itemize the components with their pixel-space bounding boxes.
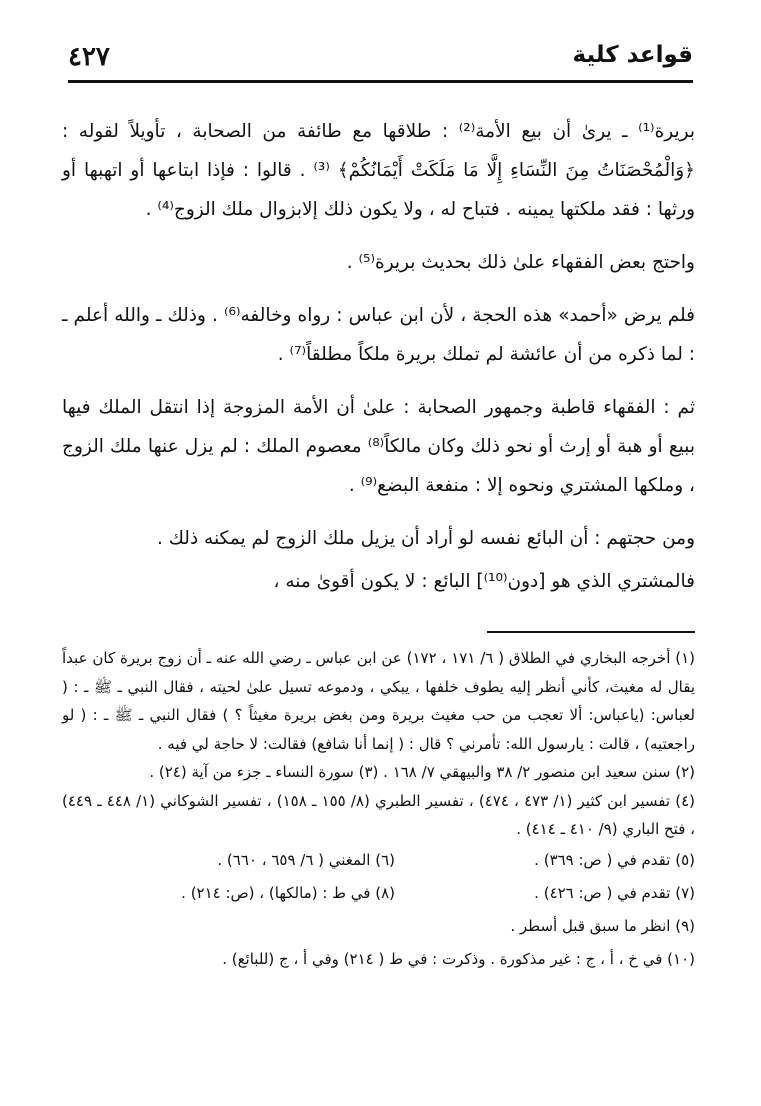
- paragraph: بريرة⁽¹⁾ ـ يرىٰ أن بيع الأمة⁽²⁾ : طلاقها مع طائفة من الصحابة ، تأويلاً لقوله : ﴿وَالْمُحْصَنَاتُ مِنَ النِّسَاءِ إِلَّا مَا مَلَكَتْ أَيْمَانُكُمْ﴾ ⁽³⁾ . قالوا : فإذا ابتاعها أو اتهبها أو ورثها : فقد ملكتها يمينه . فتباح له ، ولا يكون ذلك إلابزوال ملك الزوج⁽⁴⁾ .: [62, 121, 696, 220]
- paragraph: فالمشتري الذي هو [دون⁽¹⁰⁾] البائع : لا يكون أقوىٰ منه ،: [273, 571, 695, 592]
- running-title: قواعد كلية: [572, 42, 693, 68]
- paragraph: واحتج بعض الفقهاء علىٰ ذلك بحديث بريرة⁽⁵⁾ .: [346, 252, 695, 273]
- page-number: ٤٢٧: [68, 42, 110, 72]
- footnote-5: (٥) تقدم في ( ص: ٣٦٩) .: [534, 850, 695, 869]
- footnote-8: (٨) في ط : (مالكها) ، (ص: ٢١٤) .: [181, 883, 395, 902]
- footnote-7: (٧) تقدم في ( ص: ٤٢٦) .: [534, 883, 695, 902]
- footnote-2-3: (٢) سنن سعيد ابن منصور ٢/ ٣٨ والبيهقي ٧/ ١٦٨ . (٣) سورة النساء ـ جزء من آية (٢٤) .: [149, 763, 695, 781]
- footnotes: [62, 644, 695, 976]
- page-header: [68, 42, 693, 82]
- footnote-row: [62, 844, 695, 877]
- footnote-10: (١٠) في خ ، أ ، ج : غير مذكورة . وذكرت : في ط ( ٢١٤) وفي أ ، ج (للبائع) .: [222, 949, 695, 968]
- footnote-4: (٤) تفسير ابن كثير (١/ ٤٧٣ ، ٤٧٤) ، تفسير الطبري (٨/ ١٥٥ ـ ١٥٨) ، تفسير الشوكاني (١/ ٤٤٨ ـ ٤٤٩) ، فتح الباري (٩/ ٤١٠ ـ ٤١٤) .: [62, 791, 695, 838]
- header-rule: [68, 80, 693, 83]
- footnote-6: (٦) المغني ( ٦/ ٦٥٩ ، ٦٦٠) .: [217, 850, 395, 869]
- footnote-1: (١) أخرجه البخاري في الطلاق ( ٦/ ١٧١ ، ١٧٢) عن ابن عباس ـ رضي الله عنه ـ أن زوج بريرة كان عبداً يقال له مغيث، كأني أنظر إليه يطوف خلفها ، يبكي ، ودموعه تسيل علىٰ لحيته ، فقال النبي ـ ﷺ ـ : ( لعباس: (ياعباس: ألا تعجب من حب مغيث بريرة ومن بغض بريرة مغيثاً ؟ ) فقال النبي ـ ﷺ ـ : ( لو راجعتيه) ، قالت : يارسول الله: تأمرني ؟ قال : ( إنما أنا شافع) فقالت: لا حاجة لي فيه .: [62, 649, 695, 753]
- footnote-row: [62, 877, 695, 910]
- paragraph: فلم يرض «أحمد» هذه الحجة ، لأن ابن عباس : رواه وخالفه⁽⁶⁾ . وذلك ـ والله أعلم ـ : لما ذكره من أن عائشة لم تملك بريرة ملكاً مطلقاً⁽⁷⁾ .: [62, 305, 695, 365]
- footnote-divider: [487, 631, 695, 633]
- footnote-9: (٩) انظر ما سبق قبل أسطر .: [510, 916, 695, 935]
- paragraph: ثم : الفقهاء قاطبة وجمهور الصحابة : علىٰ أن الأمة المزوجة إذا انتقل الملك فيها ببيع أو هبة أو إرث أو نحو ذلك وكان مالكاً⁽⁸⁾ معصوم الملك : لم يزل عنها ملك الزوج ، وملكها المشتري ونحوه إلا : منفعة البضع⁽⁹⁾ .: [62, 397, 695, 496]
- main-text: [62, 112, 695, 601]
- paragraph: ومن حجتهم : أن البائع نفسه لو أراد أن يزيل ملك الزوج لم يمكنه ذلك .: [156, 528, 695, 549]
